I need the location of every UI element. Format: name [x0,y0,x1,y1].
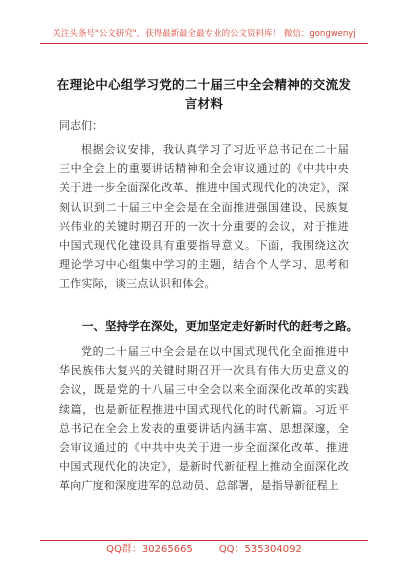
document-title: 在理论中心组学习党的二十届三中全会精神的交流发言材料 [56,77,352,111]
header-notice: 关注头条号"公文研究"，获得最新最全最专业的公文资料库！ 微信：gongwenyj [52,29,356,39]
footer-divider [40,540,368,541]
footer-contact [40,543,368,557]
paragraph-1: 根据会议安排，我认真学习了习近平总书记在二十届三中全会上的重要讲话精神和全会审议通过的《中共中央关于进一步全面深化改革、推进中国式现代化的决定》，深刻认识到二十届三中全会是在全面推进强国建设、民族复兴伟业的关键时期召开的一次十分重要的会议，对于推进中国式现代化建设具有重要指导意义。下面，我围绕这次理论学习中心组集中学习的主题，结合个人学习、思考和工作实际，谈三点认识和体会。 [59,143,349,291]
paragraph-2: 党的二十届三中全会是在以中国式现代化全面推进中华民族伟大复兴的关键时期召开一次具有伟大历史意义的会议，既是党的十八届三中全会以来全面深化改革的实践续篇，也是新征程推进中国式现代化的时代新篇。习近平总书记在全会上发表的重要讲话内涵丰富、思想深邃，全会审议通过的《中共中央关于进一步全面深化改革、推进中国式现代化的决定》，是新时代新征程上推动全面深化改革向广度和深度进军的总动员、总部署，是指导新征程上 [59,345,349,493]
header-divider [40,43,368,44]
footer-qq: QQ：535304092 [218,544,302,555]
salutation: 同志们： [59,119,103,132]
footer-qq-group: QQ群：30265665 [106,544,193,555]
section-heading-1: 一、坚持学在深处，更加坚定走好新时代的赶考之路。 [82,319,358,333]
